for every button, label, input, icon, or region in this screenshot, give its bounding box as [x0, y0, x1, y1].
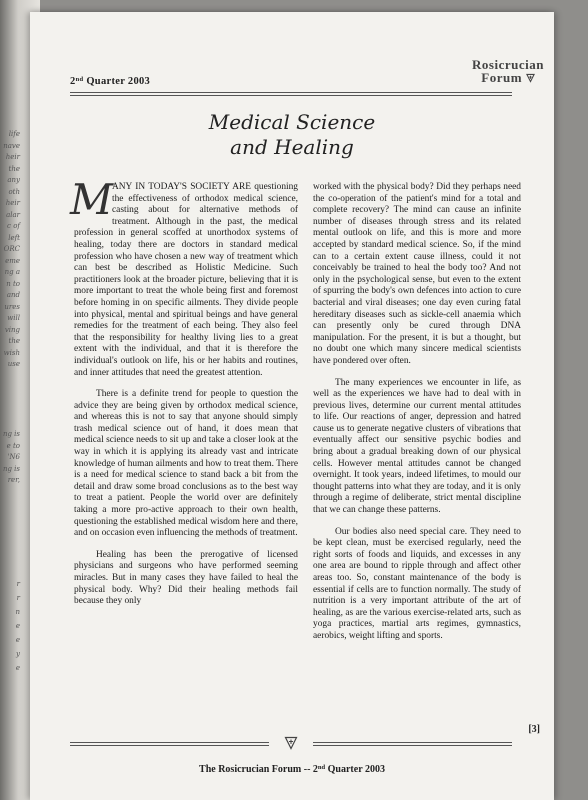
article-column-left: [70, 175, 298, 618]
left-page-fragment: wish: [3, 348, 20, 357]
brand-forum-text: Forum: [481, 70, 523, 85]
left-page-fragment: rer,: [7, 476, 20, 484]
footer-text: The Rosicrucian Forum -- 2: [199, 764, 318, 775]
left-page-fragment: the: [8, 337, 20, 345]
footer-rule: [70, 740, 512, 748]
left-page-fragment: r: [16, 580, 20, 588]
footer-quarter: Quarter 2003: [325, 764, 385, 775]
rosicrucian-emblem-icon: [526, 73, 535, 83]
left-page-fragment: e: [15, 636, 20, 644]
left-page-fragment: n to: [6, 279, 20, 288]
rosicrucian-emblem-icon: [284, 736, 298, 750]
paragraph: The many experiences we encounter in life, as well as the experiences we have had to deal with in previous lives, determine our current mental attitudes to life. Our reactions of anger, depression and hatred cause us to generate negative clusters of vibrations that eventually affect our sensitive psychic bodies and bring about a gradual breaking down of our physical cells. However mental attitudes cannot be changed overnight. It took years, indeed lifetimes, to mould our thought patterns into what they are today, and it is only through a regime of deliberate, strict mental discipline that we can change these patterns.: [313, 377, 521, 516]
issue-label: [70, 76, 150, 87]
left-page-fragment: c of: [7, 222, 20, 230]
title-line-1: Medical Science: [208, 110, 376, 134]
left-page-fragment: life: [8, 130, 20, 138]
brand-line-1: Rosicrucian: [472, 57, 544, 72]
left-page-fragment: y: [16, 650, 20, 658]
issue-ordinal: nd: [75, 76, 84, 83]
paragraph: Healing has been the prerogative of licensed physicians and surgeons who have performed seeming miracles. But in many cases they have failed to heal the physical body. Why? Did their healing methods fail because they only: [74, 549, 298, 607]
paragraph-text: ANY IN TODAY'S SOCIETY ARE questioning the effectiveness of orthodox medical science, casting about for alternative methods of treatment. Although in the past, the medical profession in general scoffed at unorthodox systems of healing, today there are doctors in standard medical profession who have chosen a new way of treatment which can best be described as Holistic Medicine. Such practitioners look at the broader picture, believing that it is more important to treat the whole being first and foremost before homing in on specific ailments. They divide people into physical, mental and spiritual beings and have general remedies for the treatment of each being. They also feel that the responsibility for healthy living lies to a great extent with the individual, and that it is therefore the individual's outlook on life, his or her habits and routines, and inner attitudes that need the greatest attention.: [74, 182, 298, 378]
paragraph: There is a definite trend for people to question the advice they are being given by orthodox medical science, and whereas this is not to say that anyone should simply trash medical science out of hand, it does mean that medical science needs to sit up and take a closer look at the way in which it is applying its already vast and intricate knowledge of human ailments and how to treat them. There is a need for medical science to stand back a bit from the detail and draw some broad conclusions as to the best way to treat a patient. People the world over are definitely taking a more pro-active approach to their own health, questioning the established medical wisdom here and there, and on occasion even influencing the methods of treatment.: [74, 389, 298, 539]
left-page-fragment: eme: [5, 256, 20, 265]
page-number: [3]: [528, 724, 540, 735]
left-page-fragment: ORC: [3, 245, 20, 253]
left-page-fragment: heir: [5, 199, 20, 207]
page-footer: [30, 764, 554, 775]
issue-number: 2: [70, 76, 76, 87]
left-page-fragment: any: [7, 176, 20, 184]
left-page-fragment: and: [6, 291, 20, 299]
left-page-fragment: alar: [6, 210, 20, 219]
document-page: [30, 12, 554, 800]
adjacent-page-edge: [0, 100, 22, 760]
left-page-fragment: e: [15, 622, 20, 630]
left-page-fragment: will: [7, 314, 20, 322]
left-page-fragment: e: [15, 664, 20, 672]
left-page-fragment: n: [15, 608, 20, 616]
drop-cap: M: [70, 175, 114, 224]
left-page-fragment: the: [8, 164, 20, 173]
article-column-right: [313, 182, 521, 653]
left-page-fragment: ng is: [2, 464, 20, 473]
left-page-fragment: e to: [6, 441, 20, 450]
paragraph: Our bodies also need special care. They need to be kept clean, must be exercised regularly, need the right sorts of foods and liquids, and excesses in any one area are bound to ripple through and affect other areas too. So, constant maintenance of the body is essential if cells are to function normally. The study of nutrition is a very important attribute of the art of healing, as are the various exercise-related arts, such as yoga practices, martial arts regimes, gymnastics, aerobics, weight lifting and sports.: [313, 526, 521, 641]
paragraph: [70, 175, 298, 379]
left-page-fragment: left: [8, 233, 20, 242]
left-page-fragment: heir: [5, 153, 20, 161]
left-page-fragment: ving: [4, 325, 20, 334]
article-title: [30, 110, 554, 160]
issue-quarter: Quarter 2003: [83, 76, 151, 87]
header-rule: [70, 92, 512, 98]
left-page-fragment: ng is: [2, 430, 20, 438]
paragraph: worked with the physical body? Did they perhaps need the co-operation of the patient's mind for a total and complete recovery? The mind can cause an infinite number of diseases through stress and its related mental outlook on life, and this is more and more accepted by standard medical science. So, if the mind can to a certain extent cause illness, could it not conceivably be trained to heal the body too? And not only in the psychological sense, but even to the extent of spurring the body's own defences into action to cure bacterial and viral diseases; one day even curing fatal hereditary diseases such as sickle-cell anaemia which can presently only be cured through DNA manipulation. For the present, it is but a thought, but no doubt one which many sincere medical scientists have pondered over often.: [313, 182, 521, 366]
left-page-fragment: ng a: [4, 268, 20, 276]
title-line-2: and Healing: [230, 135, 354, 159]
left-page-fragment: ures: [4, 302, 20, 311]
left-page-fragment: oth: [8, 187, 20, 196]
left-page-fragment: 'N6: [7, 453, 20, 461]
left-page-fragment: use: [7, 360, 20, 368]
left-page-fragment: nave: [3, 141, 20, 150]
left-page-fragment: r: [16, 594, 20, 602]
footer-ordinal: nd: [317, 764, 326, 771]
publication-brand: [472, 58, 544, 84]
brand-line-2: [472, 71, 544, 84]
